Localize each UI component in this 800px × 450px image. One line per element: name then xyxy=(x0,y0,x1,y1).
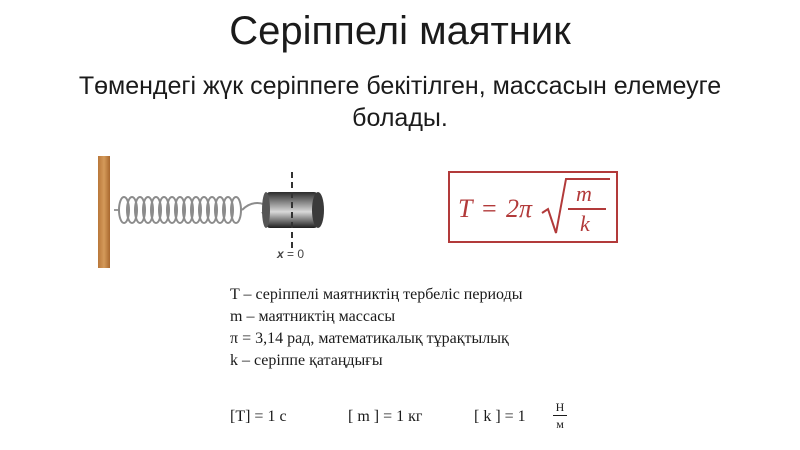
unit-k-bar xyxy=(553,415,567,416)
definition-period: T – серіппелі маятниктің тербеліс периоды xyxy=(230,286,523,303)
definitions-list xyxy=(230,284,650,372)
slide-subtitle: Төмендегі жүк серіппеге бекітілген, массасын елемеуге болады. xyxy=(78,72,722,132)
unit-k-den: м xyxy=(556,417,564,431)
units-row xyxy=(230,400,650,440)
axis-var: x xyxy=(277,247,284,261)
period-formula-box xyxy=(448,171,618,243)
formula-num: m xyxy=(576,181,592,206)
slide-title: Серіппелі маятник xyxy=(229,9,571,53)
unit-m: [ m ] = 1 кг xyxy=(348,408,423,425)
formula-coef: 2π xyxy=(506,194,533,223)
formula-eq: = xyxy=(482,194,497,223)
wall xyxy=(98,156,110,268)
unit-k-num: Н xyxy=(555,400,565,414)
formula-den: k xyxy=(580,211,590,236)
equilibrium-label xyxy=(277,247,304,261)
spring-coil-icon xyxy=(119,197,241,223)
definition-stiffness: k – серіппе қатаңдығы xyxy=(230,352,383,369)
axis-eq: = 0 xyxy=(283,247,305,261)
unit-T: [T] = 1 с xyxy=(230,408,287,425)
unit-k: [ k ] = 1 xyxy=(474,408,526,425)
definition-mass: m – маятниктің массасы xyxy=(230,308,396,325)
unit-k-fraction xyxy=(553,400,567,431)
formula-lhs: T xyxy=(458,194,473,223)
period-formula xyxy=(450,173,616,241)
definition-pi: π = 3,14 рад, математикалық тұрақтылық xyxy=(230,330,509,347)
